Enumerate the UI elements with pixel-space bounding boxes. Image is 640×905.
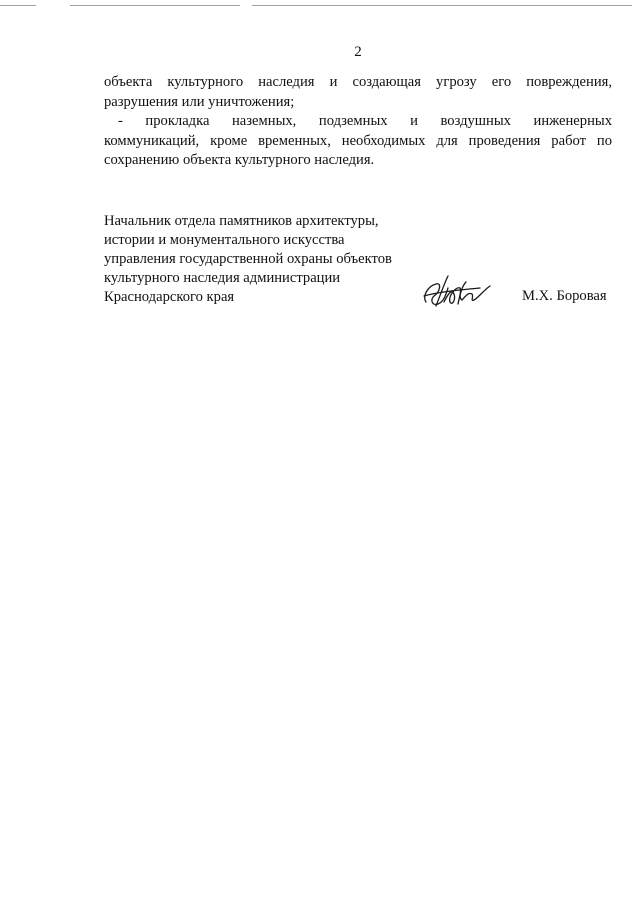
signatory-title-line: истории и монументального искусства bbox=[104, 232, 345, 248]
signatory-title-line: Начальник отдела памятников архитектуры, bbox=[104, 213, 379, 229]
signatory-title-line: Краснодарского края bbox=[104, 289, 235, 305]
signer-name: М.Х. Боровая bbox=[522, 288, 607, 304]
text-line: сохранению объекта культурного наследия. bbox=[104, 152, 375, 168]
signatory-title-line: культурного наследия администрации bbox=[104, 270, 341, 286]
body-text bbox=[104, 73, 612, 171]
signatory-title-line: управления государственной охраны объектов bbox=[104, 251, 392, 267]
text-line: - прокладка наземных, подземных и воздушных инженерных bbox=[118, 113, 612, 129]
handwritten-signature bbox=[418, 266, 498, 316]
text-line: разрушения или уничтожения; bbox=[104, 93, 295, 110]
page-number: 2 bbox=[354, 44, 362, 60]
scan-edge-line bbox=[0, 5, 36, 6]
scan-edge-line bbox=[252, 5, 632, 6]
paragraph-1 bbox=[104, 73, 612, 112]
paragraph-2 bbox=[104, 112, 612, 171]
scan-edge-line bbox=[70, 5, 240, 6]
text-line: коммуникаций, кроме временных, необходимых для проведения работ по bbox=[104, 132, 612, 149]
text-line: объекта культурного наследия и создающая угрозу его повреждения, bbox=[104, 74, 612, 90]
